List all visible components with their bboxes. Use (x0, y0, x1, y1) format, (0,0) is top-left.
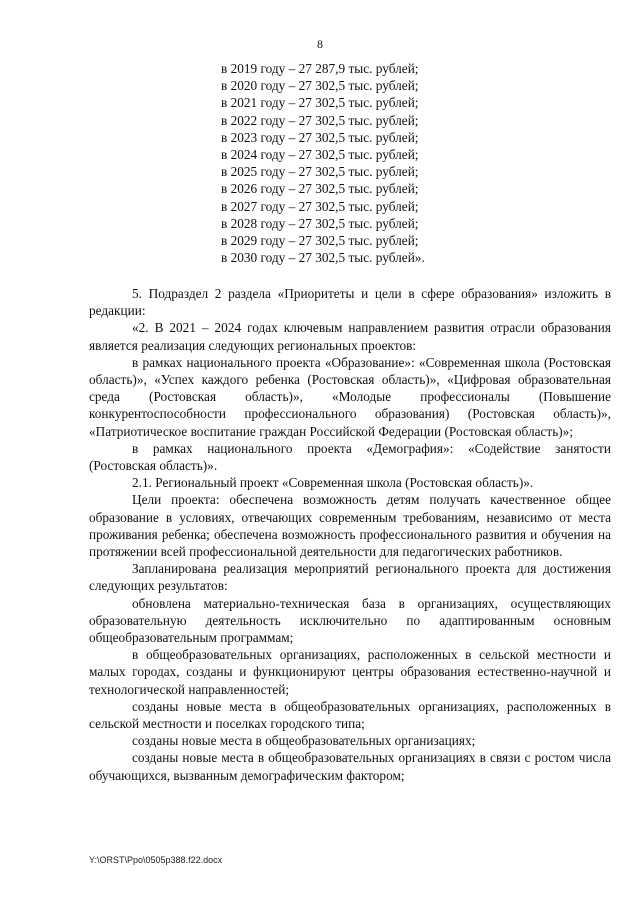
funding-list (221, 60, 551, 266)
file-path-footer: Y:\ORST\Ppo\0505p388.f22.docx (89, 855, 223, 865)
paragraph-demography-project: в рамках национального проекта «Демография»: «Содействие занятости (Ростовская область)». (89, 440, 611, 474)
funding-line-2019: в 2019 году – 27 287,9 тыс. рублей; (221, 61, 419, 76)
paragraph-subsection-5: 5. Подраздел 2 раздела «Приоритеты и цели в сфере образования» изложить в редакции: (89, 286, 611, 319)
funding-line-2020: в 2020 году – 27 302,5 тыс. рублей; (221, 78, 419, 94)
paragraph-result-demographic: созданы новые места в общеобразовательных организациях в связи с ростом числа обучающихся, вызванным демографическим фактором; (89, 750, 611, 783)
paragraph-planned-activities: Запланирована реализация мероприятий регионального проекта для достижения следующих результатов: (89, 561, 611, 594)
paragraph-education-projects: в рамках национального проекта «Образование»: «Современная школа (Ростовская область)», «Успех каждого ребенка (Ростовская область)», «Цифровая образовательная среда (Ростовская область)», «Молодые профессионалы (Повышение конкурентоспособности профессионального образования) (Ростовская область)», «Патриотическое воспитание граждан Российской Федерации (Ростовская область)»; (89, 354, 611, 439)
funding-line-2029: в 2029 году – 27 302,5 тыс. рублей; (221, 232, 419, 248)
paragraph-project-goals: Цели проекта: обеспечена возможность детям получать качественное общее образование в условиях, отвечающих современным требованиям, независимо от места проживания ребенка; обеспечена возможность профессионального развития и обучения на протяжении всей профессиональной деятельности для педагогических работников. (89, 492, 611, 560)
paragraph-result-rural-places: созданы новые места в общеобразовательных организациях, расположенных в сельской местности и поселках городского типа; (89, 698, 611, 732)
paragraph-section-2-1: 2.1. Региональный проект «Современная школа (Ростовская область)». (132, 475, 534, 491)
funding-line-2021: в 2021 году – 27 302,5 тыс. рублей; (221, 95, 419, 111)
paragraph-result-new-places: созданы новые места в общеобразовательных организациях; (132, 733, 476, 749)
paragraph-key-direction: «2. В 2021 – 2024 годах ключевым направлением развития отрасли образования является реализация следующих региональных проектов: (89, 320, 611, 353)
funding-line-2025: в 2025 году – 27 302,5 тыс. рублей; (221, 164, 419, 180)
funding-line-2024: в 2024 году – 27 302,5 тыс. рублей; (221, 146, 419, 162)
funding-line-2022: в 2022 году – 27 302,5 тыс. рублей; (221, 112, 419, 128)
paragraph-result-centers: в общеобразовательных организациях, расположенных в сельской местности и малых городах, созданы и функционируют центры образования естественно-научной и технологической направленностей; (89, 647, 611, 697)
paragraph-result-equipment: обновлена материально-техническая база в организациях, осуществляющих образовательную деятельность исключительно по адаптированным основным общеобразовательным программам; (89, 595, 611, 646)
funding-line-2027: в 2027 году – 27 302,5 тыс. рублей; (221, 198, 419, 214)
funding-line-2030: в 2030 году – 27 302,5 тыс. рублей». (221, 250, 425, 266)
funding-line-2028: в 2028 году – 27 302,5 тыс. рублей; (221, 215, 419, 231)
funding-line-2023: в 2023 году – 27 302,5 тыс. рублей; (221, 129, 419, 145)
document-body (89, 285, 611, 784)
page-number: 8 (317, 37, 323, 51)
funding-line-2026: в 2026 году – 27 302,5 тыс. рублей; (221, 181, 419, 197)
